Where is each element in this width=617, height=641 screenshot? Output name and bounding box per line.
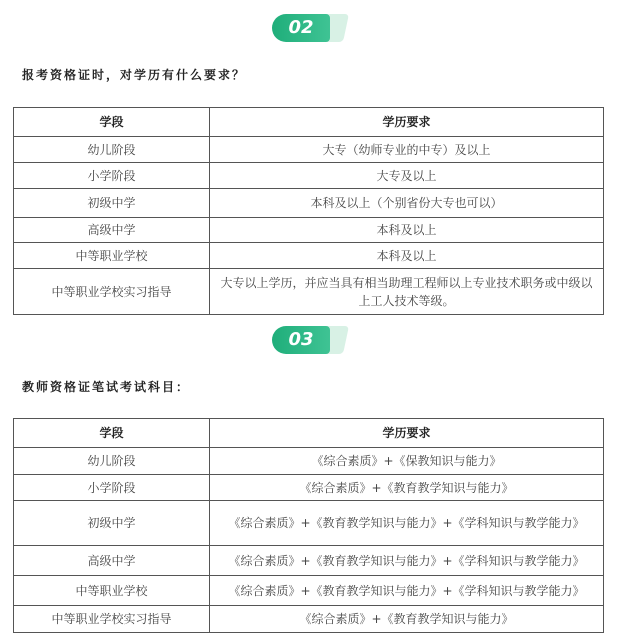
- subject-cell: 《综合素质》+《教育教学知识与能力》+《学科知识与教学能力》: [210, 546, 604, 576]
- table-header-row: [14, 108, 604, 137]
- section-badge-02: [272, 14, 346, 42]
- stage-cell: 高级中学: [14, 218, 210, 243]
- exam-subject-table: [13, 418, 604, 633]
- table-row: [14, 163, 604, 189]
- stage-cell: 初级中学: [14, 189, 210, 218]
- table-row: [14, 269, 604, 315]
- table-row: [14, 448, 604, 475]
- stage-cell: 中等职业学校: [14, 243, 210, 269]
- question-heading: 报考资格证时，对学历有什么要求？: [22, 68, 247, 82]
- table-row: [14, 243, 604, 269]
- requirement-cell: 本科及以上: [210, 218, 604, 243]
- stage-cell: 小学阶段: [14, 475, 210, 501]
- stage-cell: 中等职业学校实习指导: [14, 606, 210, 633]
- stage-cell: 幼儿阶段: [14, 137, 210, 163]
- stage-cell: 幼儿阶段: [14, 448, 210, 475]
- badge-number: 03: [272, 326, 330, 354]
- question-heading: 教师资格证笔试考试科目：: [22, 380, 191, 394]
- stage-cell: 中等职业学校: [14, 576, 210, 606]
- requirement-cell: 大专（幼师专业的中专）及以上: [210, 137, 604, 163]
- subject-cell: 《综合素质》+《教育教学知识与能力》: [210, 475, 604, 501]
- table-row: [14, 501, 604, 546]
- subject-cell: 《综合素质》+《保教知识与能力》: [210, 448, 604, 475]
- badge-number: 02: [272, 14, 330, 42]
- header-cell: 学段: [14, 108, 210, 137]
- header-cell: 学段: [14, 419, 210, 448]
- requirement-cell: 本科及以上: [210, 243, 604, 269]
- requirement-cell: 大专及以上: [210, 163, 604, 189]
- table-header-row: [14, 419, 604, 448]
- table-row: [14, 189, 604, 218]
- subject-cell: 《综合素质》+《教育教学知识与能力》+《学科知识与教学能力》: [210, 501, 604, 546]
- table-row: [14, 218, 604, 243]
- section-badge-03: [272, 326, 346, 354]
- header-cell: 学历要求: [210, 108, 604, 137]
- education-requirement-table: [13, 107, 604, 315]
- table-row: [14, 546, 604, 576]
- header-cell: 学历要求: [210, 419, 604, 448]
- requirement-cell: 大专以上学历，并应当具有相当助理工程师以上专业技术职务或中级以上工人技术等级。: [210, 269, 604, 315]
- table-row: [14, 576, 604, 606]
- stage-cell: 高级中学: [14, 546, 210, 576]
- stage-cell: 初级中学: [14, 501, 210, 546]
- subject-cell: 《综合素质》+《教育教学知识与能力》+《学科知识与教学能力》: [210, 576, 604, 606]
- subject-cell: 《综合素质》+《教育教学知识与能力》: [210, 606, 604, 633]
- stage-cell: 小学阶段: [14, 163, 210, 189]
- table-row: [14, 475, 604, 501]
- stage-cell: 中等职业学校实习指导: [14, 269, 210, 315]
- requirement-cell: 本科及以上（个别省份大专也可以）: [210, 189, 604, 218]
- table-row: [14, 606, 604, 633]
- table-row: [14, 137, 604, 163]
